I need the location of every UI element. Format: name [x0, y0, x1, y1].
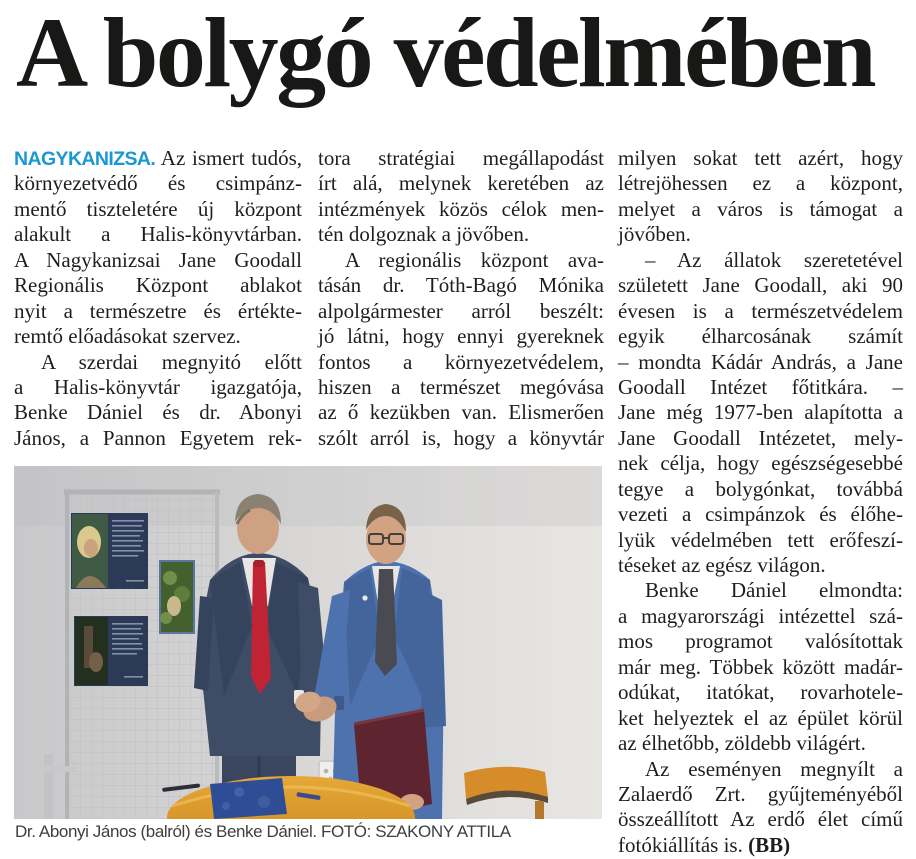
article-line: fotókiállítás is. (BB): [618, 832, 791, 857]
article-column-2: [318, 146, 604, 451]
article-line: Goodall Intézet főtitkára. –: [618, 374, 903, 399]
article-line: mentő tiszteletére új központ: [14, 196, 302, 221]
article-line: Az eseményen megnyílt a: [645, 756, 903, 781]
article-line: Benke Dániel és dr. Abonyi: [14, 400, 302, 425]
article-column-1: [14, 146, 302, 451]
article-line: lyük védelmében tett erőfeszí-: [618, 527, 903, 552]
article-line: remtő előadásokat szervez.: [14, 324, 241, 349]
article-line: Regionális Központ ablakot: [14, 273, 302, 298]
article-line: alakult a Halis-könyvtárban.: [14, 222, 302, 247]
article-line: Jane még 1977-ben alapította a: [618, 400, 903, 425]
article-line: hiszen a természet megóvása: [318, 374, 604, 399]
article-line: tén dolgoznak a jövőben.: [318, 222, 530, 247]
article-line: tora stratégiai megállapodást: [318, 146, 604, 170]
article-line: az élhetőbb, zöldebb világért.: [618, 731, 866, 756]
panel-stand-foot: [42, 766, 76, 772]
article-line: Jane Goodall Intézetet, mely-: [618, 425, 903, 450]
article-line: összeállított Az erdő élet című: [618, 807, 903, 832]
author-initials: (BB): [748, 832, 791, 857]
article-line: létrejöhessen ez a központ,: [618, 171, 903, 196]
article-photo: [14, 466, 602, 819]
article-line: az ő kezükben van. Elismerően: [318, 400, 604, 425]
article-line: A regionális központ ava-: [345, 247, 604, 272]
article-column-3: [618, 146, 903, 858]
panel-stand-leg: [44, 754, 53, 819]
photo-caption: [15, 822, 603, 842]
article-line: intézmények közös célok men-: [318, 196, 604, 221]
article-line: egyik élharcosának számít: [618, 324, 903, 349]
poster-forest: [74, 616, 148, 686]
page-title: A bolygó védelmében: [16, 0, 875, 108]
article-line: szólt arról is, hogy a könyvtár: [318, 425, 604, 450]
article-line: jövőben.: [618, 222, 691, 247]
article-line: alpolgármester arról beszélt:: [318, 298, 604, 323]
article-line: – Az állatok szeretetével: [645, 247, 903, 272]
poster-jane-portrait: [71, 513, 148, 589]
article-line: vezeti a csimpánzok és élőhe-: [618, 502, 903, 527]
article-line: a Halis-könyvtár igazgatója,: [14, 374, 302, 399]
dateline: NAGYKANIZSA.: [14, 148, 156, 170]
article-line: jó látni, hogy ennyi gyereknek: [318, 324, 604, 349]
article-line: ket helyeztek el az épület körül: [618, 705, 903, 730]
article-line: milyen sokat tett azért, hogy: [618, 146, 903, 170]
poster-foliage: [160, 561, 194, 633]
article-line: – mondta Kádár András, a Jane: [618, 349, 903, 374]
article-line: Zalaerdő Zrt. gyűjteményéből: [618, 781, 903, 806]
right-man-lapel-pin: [362, 595, 367, 600]
article-line: tegye a bolygónkat, továbbá: [618, 476, 903, 501]
article-line: évesen is a természetvédelem: [618, 298, 903, 323]
article-line: írt alá, melynek keretében az: [318, 171, 604, 196]
article-line: született Jane Goodall, aki 90: [618, 273, 903, 298]
article-line: Benke Dániel elmondta:: [645, 578, 903, 603]
article-line: mos programot valósítottak: [618, 629, 903, 654]
caption-names: Dr. Abonyi János (balról) és Benke Dániel.: [15, 822, 321, 841]
article-line: már meg. Többek között madár-: [618, 654, 903, 679]
article-line: nek célja, hogy egészségesebbé: [618, 451, 903, 476]
article-line: melyet a város is támogat a: [618, 196, 903, 221]
article-line: téseket az egész világon.: [618, 553, 826, 577]
photo-credit: FOTÓ: SZAKONY ATTILA: [320, 822, 511, 841]
article-line: nyit a természetre és értékte-: [14, 298, 302, 323]
article-line: odúkat, itatókat, rovarhotele-: [618, 680, 903, 705]
article-line: A Nagykanizsai Jane Goodall: [14, 247, 302, 272]
article-line: fontos a környezetvédelem,: [318, 349, 604, 374]
article-line: NAGYKANIZSA. Az ismert tudós,: [14, 146, 302, 170]
article-line: a magyarországi intézettel szá-: [618, 603, 903, 628]
article-line: tásán dr. Tóth-Bagó Mónika: [318, 273, 604, 298]
article-line: környezetvédő és csimpánz-: [14, 171, 302, 196]
article-line: János, a Pannon Egyetem rek-: [14, 425, 302, 450]
blue-folder-on-table: [210, 778, 287, 819]
article-line: A szerdai megnyitó előtt: [41, 349, 302, 374]
